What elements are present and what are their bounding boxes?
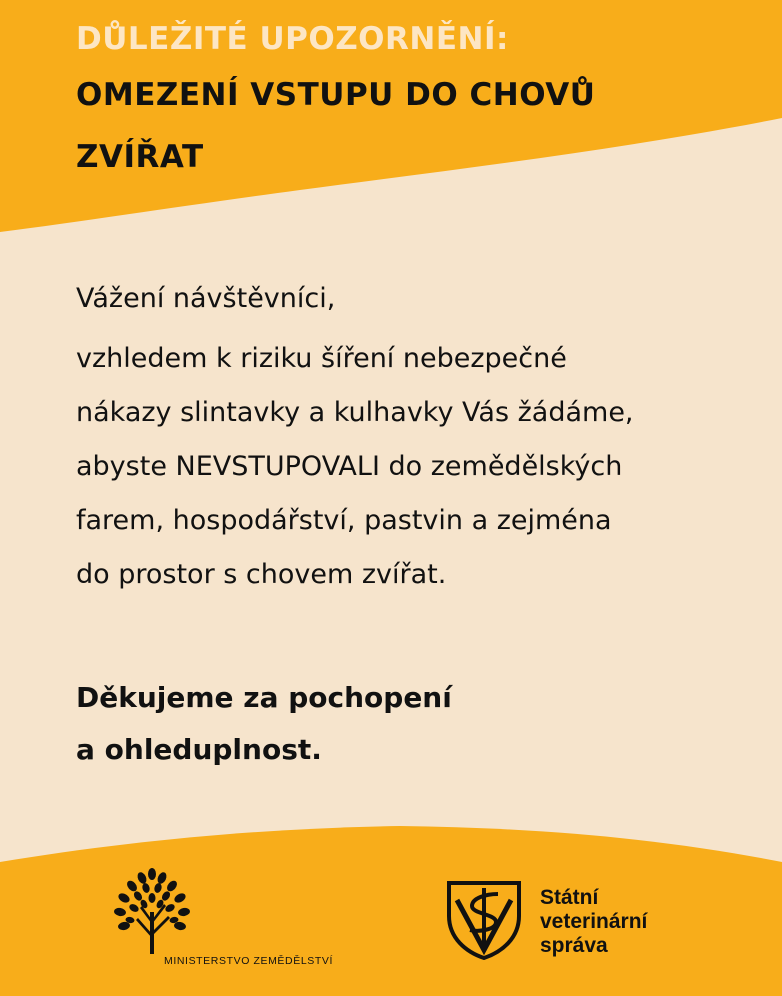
body-line: do prostor s chovem zvířat. <box>76 559 447 590</box>
svs-shield-logo-icon <box>446 880 522 960</box>
thanks-line-1: Děkujeme za pochopení <box>76 681 452 714</box>
notice-kicker: DŮLEŽITÉ UPOZORNĚNÍ: <box>76 21 509 57</box>
body-line: abyste NEVSTUPOVALI do zemědělských <box>76 451 623 482</box>
ministry-tree-logo-icon <box>110 868 194 956</box>
svs-name-line-2: veterinární <box>540 910 648 933</box>
headline-line-1: OMEZENÍ VSTUPU DO CHOVŮ <box>76 77 596 113</box>
ministry-name: MINISTERSTVO ZEMĚDĚLSTVÍ <box>164 955 334 967</box>
body-line: farem, hospodářství, pastvin a zejména <box>76 505 612 536</box>
svs-name <box>540 886 647 958</box>
thanks-line-2: a ohleduplnost. <box>76 733 322 766</box>
greeting: Vážení návštěvníci, <box>76 283 336 314</box>
headline-line-2: ZVÍŘAT <box>76 139 204 175</box>
body-line: vzhledem k riziku šíření nebezpečné <box>76 343 567 374</box>
body-line: nákazy slintavky a kulhavky Vás žádáme, <box>76 397 634 428</box>
header <box>76 14 756 188</box>
svs-name-line-3: správa <box>540 934 608 957</box>
notice-body <box>76 272 766 602</box>
svs-name-line-1: Státní <box>540 886 599 909</box>
closing-thanks <box>76 672 452 776</box>
